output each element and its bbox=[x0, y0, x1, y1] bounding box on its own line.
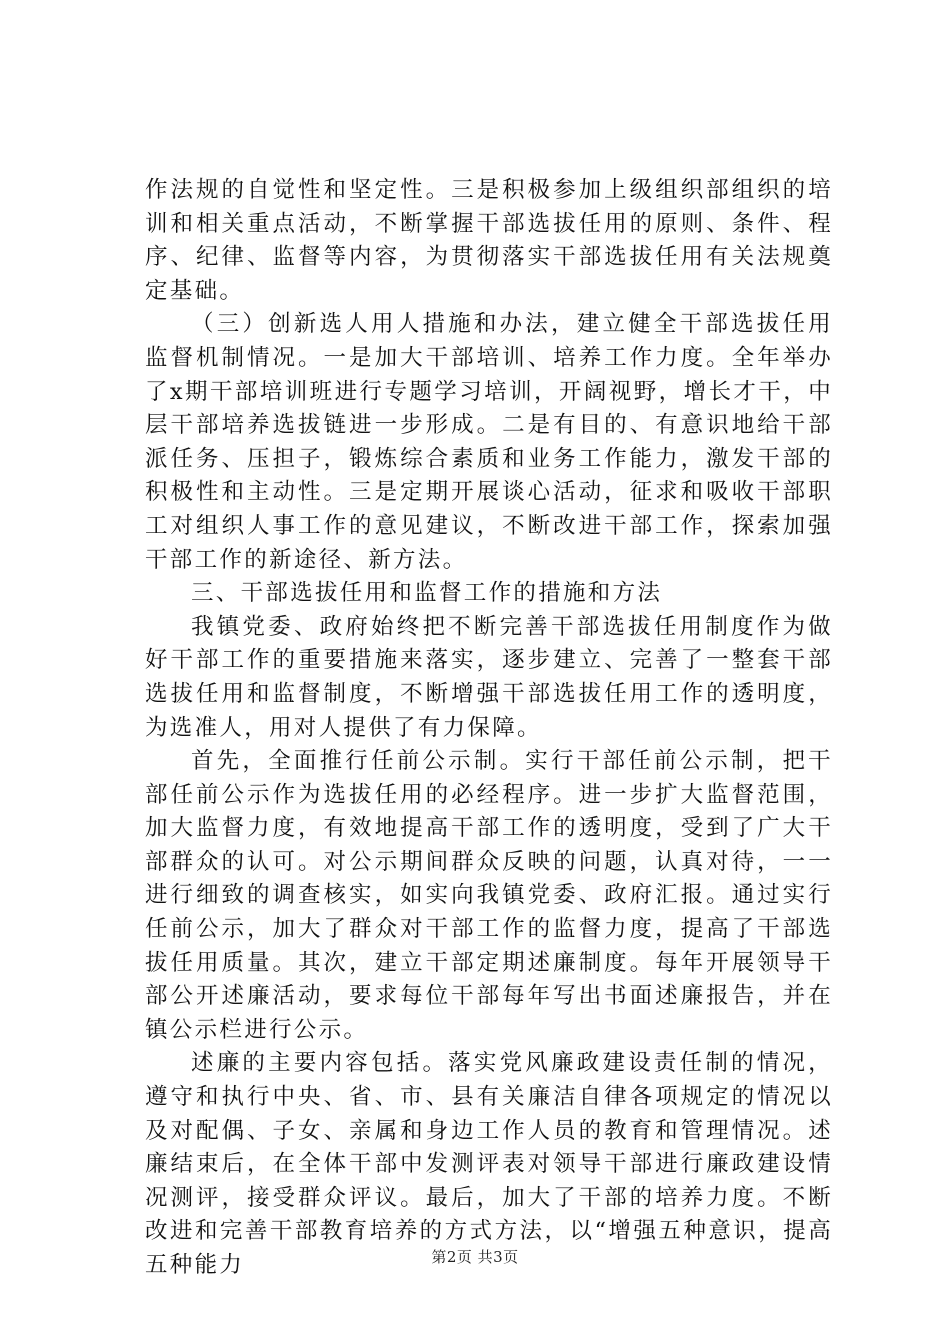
paragraph-shulian: 述廉的主要内容包括。落实党风廉政建设责任制的情况，遵守和执行中央、省、市、县有关廉洁自律各项规定的情况以及对配偶、子女、亲属和身边工作人员的教育和管理情况。述廉结束后，在全体干部中发测评表对领导干部进行廉政建设情况测评，接受群众评议。最后，加大了干部的培养力度。不断改进和完善干部教育培养的方式方法，以“增强五种意识，提高五种能力 bbox=[145, 1050, 833, 1278]
paragraph-first-measure: 首先，全面推行任前公示制。实行干部任前公示制，把干部任前公示作为选拔任用的必经程序。进一步扩大监督范围，加大监督力度，有效地提高干部工作的透明度，受到了广大干部群众的认可。对公示期间群众反映的问题，认真对待，一一进行细致的调查核实，如实向我镇党委、政府汇报。通过实行任前公示，加大了群众对干部工作的监督力度，提高了干部选拔任用质量。其次，建立干部定期述廉制度。每年开展领导干部公开述廉活动，要求每位干部每年写出书面述廉报告，并在镇公示栏进行公示。 bbox=[145, 748, 833, 1043]
paragraph-intro: 我镇党委、政府始终把不断完善干部选拔任用制度作为做好干部工作的重要措施来落实，逐步建立、完善了一整套干部选拔任用和监督制度，不断增强干部选拔任用工作的透明度，为选准人，用对人提供了有力保障。 bbox=[145, 613, 833, 741]
section-heading: 三、干部选拔任用和监督工作的措施和方法 bbox=[191, 580, 663, 607]
page-number: 第2页 共3页 bbox=[431, 1248, 519, 1266]
paragraph-section-three-sub: （三）创新选人用人措施和办法，建立健全干部选拔任用监督机制情况。一是加大干部培训、培养工作力度。全年举办了x期干部培训班进行专题学习培训，开阔视野，增长才干，中层干部培养选拔链进一步形成。二是有目的、有意识地给干部派任务、压担子，锻炼综合素质和业务工作能力，激发干部的积极性和主动性。三是定期开展谈心活动，征求和吸收干部职工对组织人事工作的意见建议，不断改进干部工作，探索加强干部工作的新途径、新方法。 bbox=[145, 311, 833, 573]
paragraph-continuation: 作法规的自觉性和坚定性。三是积极参加上级组织部组织的培训和相关重点活动，不断掌握干部选拔任用的原则、条件、程序、纪律、监督等内容，为贯彻落实干部选拔任用有关法规奠定基础。 bbox=[145, 177, 833, 304]
document-body bbox=[145, 174, 833, 1283]
